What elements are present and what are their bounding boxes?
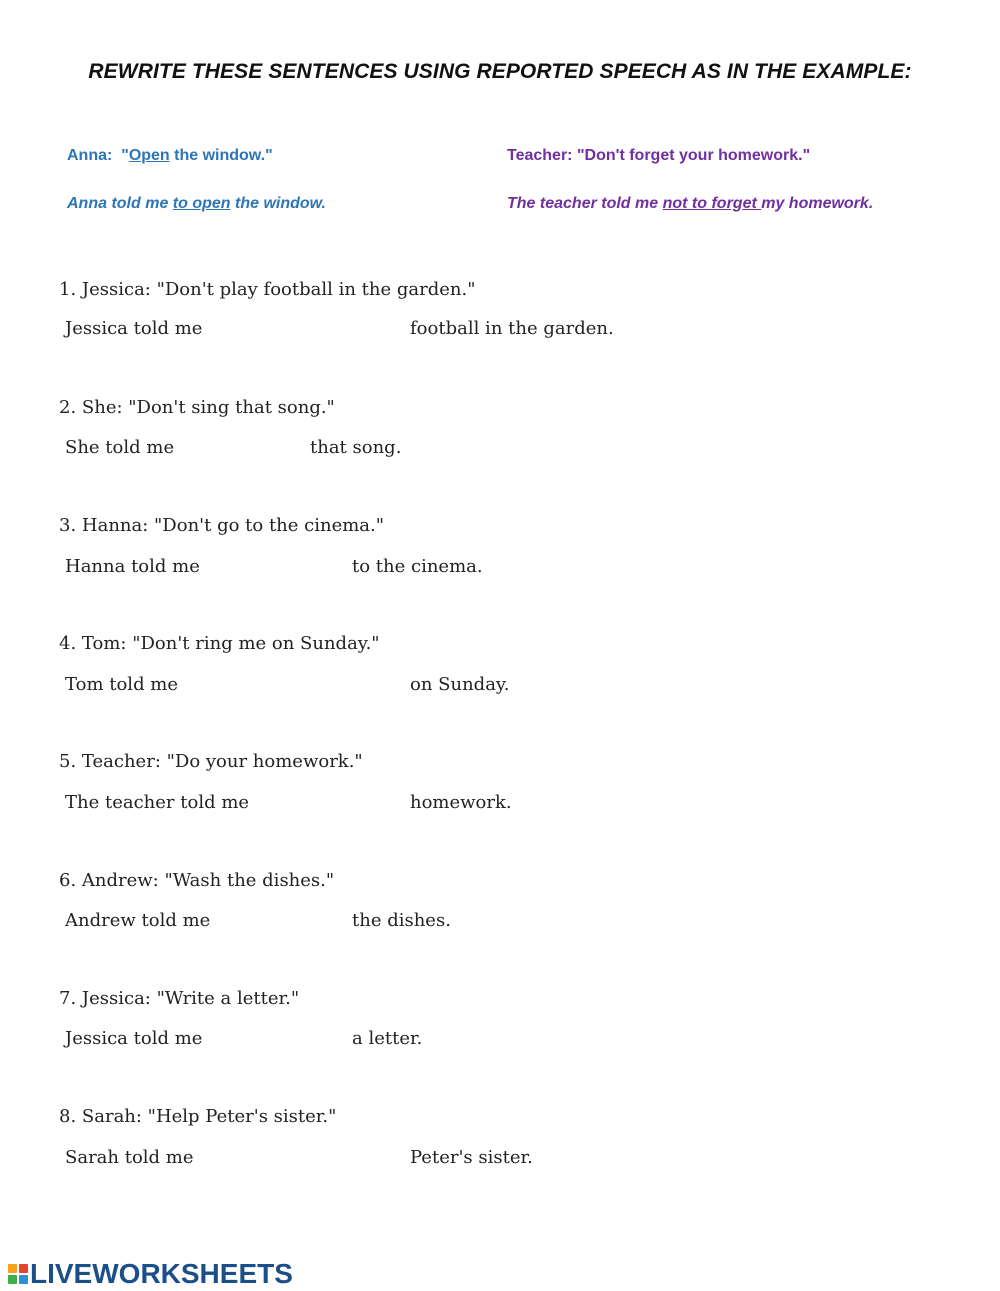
question-5-prompt: 5. Teacher: "Do your homework." [59, 751, 363, 772]
question-8-prompt: 8. Sarah: "Help Peter's sister." [59, 1106, 337, 1127]
question-5-answer-end: homework. [410, 792, 512, 813]
question-6-answer-start: Andrew told me [65, 910, 211, 931]
question-8-answer-input[interactable] [208, 1145, 406, 1173]
example-left-underlined-word: Open [128, 147, 170, 164]
question-2-answer-start: She told me [65, 437, 175, 458]
question-4-prompt: 4. Tom: "Don't ring me on Sunday." [59, 633, 380, 654]
question-3-answer-start: Hanna told me [65, 556, 200, 577]
example-left-quote-rest: the window." [169, 147, 273, 164]
question-2-answer-end: that song. [310, 437, 402, 458]
question-6-answer-end: the dishes. [352, 910, 451, 931]
example-left-answer-underlined: to open [172, 195, 231, 212]
example-right-answer-start: The teacher told me [507, 195, 663, 212]
example-right-quote: Teacher: "Don't forget your homework." [507, 147, 811, 164]
question-3-answer-input[interactable] [216, 554, 348, 582]
liveworksheets-logo-icon [8, 1264, 28, 1284]
liveworksheets-logo[interactable] [8, 1257, 293, 1291]
question-3-prompt: 3. Hanna: "Don't go to the cinema." [59, 515, 385, 536]
question-4-answer-input[interactable] [194, 672, 406, 700]
question-4-answer-start: Tom told me [65, 674, 179, 695]
question-4-answer-end: on Sunday. [410, 674, 510, 695]
question-1-answer-input[interactable] [222, 316, 406, 344]
example-left-speaker: Anna: " [67, 147, 129, 164]
example-left-answer-start: Anna told me [67, 195, 173, 212]
question-7-answer-start: Jessica told me [65, 1028, 203, 1049]
question-1-prompt: 1. Jessica: "Don't play football in the garden." [59, 279, 476, 300]
question-8-answer-start: Sarah told me [65, 1147, 194, 1168]
question-2-answer-input[interactable] [188, 435, 307, 463]
question-1-answer-end: football in the garden. [410, 318, 614, 339]
example-right-answer-end: my homework. [761, 195, 874, 212]
example-right-answer-underlined: not to forget [662, 195, 762, 212]
question-5-answer-start: The teacher told me [65, 792, 250, 813]
question-3-answer-end: to the cinema. [352, 556, 483, 577]
question-7-prompt: 7. Jessica: "Write a letter." [59, 988, 300, 1009]
worksheet-title: REWRITE THESE SENTENCES USING REPORTED SPEECH AS IN THE EXAMPLE: [88, 60, 912, 83]
question-6-prompt: 6. Andrew: "Wash the dishes." [59, 870, 335, 891]
question-6-answer-input[interactable] [224, 908, 348, 936]
question-2-prompt: 2. She: "Don't sing that song." [59, 397, 335, 418]
question-7-answer-end: a letter. [352, 1028, 423, 1049]
example-left-answer [67, 195, 326, 213]
example-left-quote [67, 147, 273, 165]
example-right-answer [507, 195, 873, 213]
logo-text: LIVEWORKSHEETS [30, 1258, 293, 1289]
question-7-answer-input[interactable] [222, 1026, 348, 1054]
question-5-answer-input[interactable] [264, 790, 406, 818]
question-8-answer-end: Peter's sister. [410, 1147, 533, 1168]
example-left-answer-end: the window. [230, 195, 326, 212]
question-1-answer-start: Jessica told me [65, 318, 203, 339]
